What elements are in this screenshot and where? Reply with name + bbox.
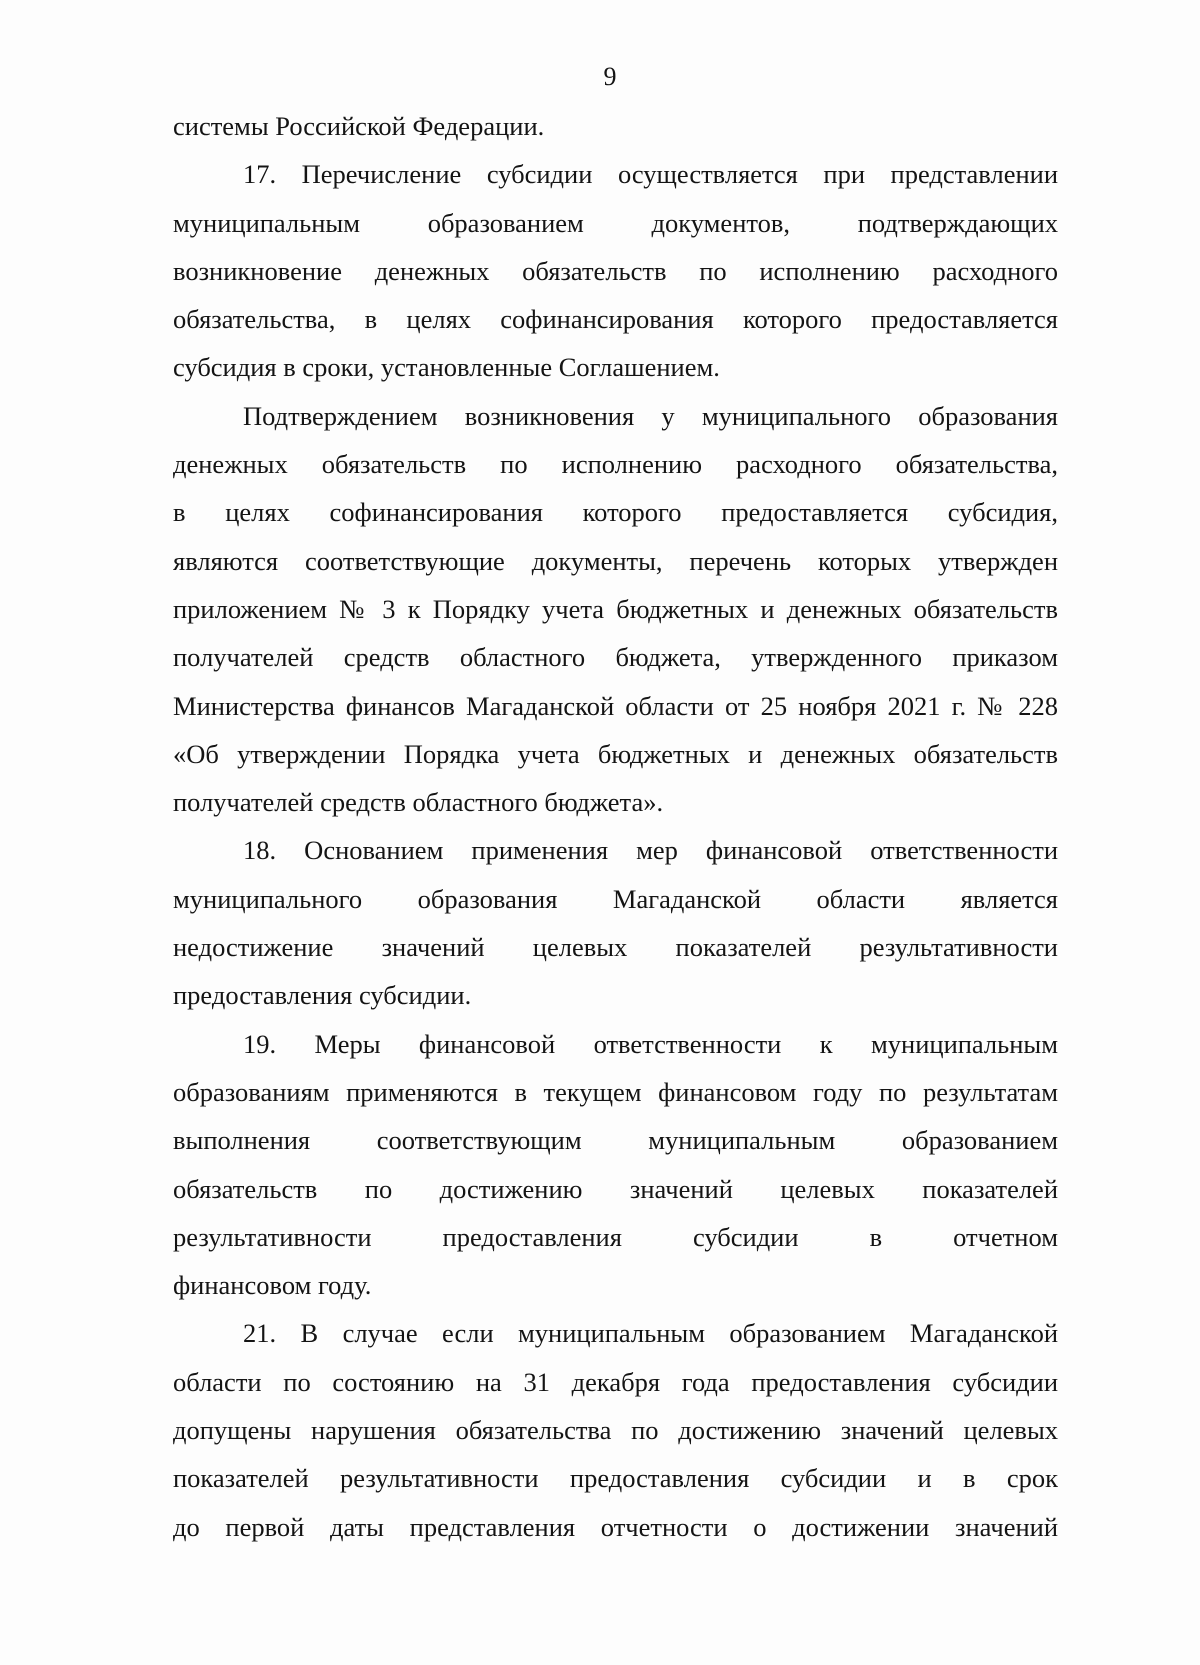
paragraph-confirmation-first-line: Подтверждением возникновения у муниципального образования [243,400,1058,431]
text-line: допущены нарушения обязательства по достижению значений целевых [173,1415,1058,1446]
paragraph-19-first-line: 19. Меры финансовой ответственности к муниципальным [243,1028,1058,1059]
page-number: 9 [603,62,617,91]
text-line: денежных обязательств по исполнению расходного обязательства, [173,449,1058,480]
paragraph-17-first-line: 17. Перечисление субсидии осуществляется при представлении [243,159,1058,190]
text-line: обязательства, в целях софинансирования которого предоставляется [173,304,1058,335]
text-line: «Об утверждении Порядка учета бюджетных и денежных обязательств [173,738,1058,769]
text-line: муниципальным образованием документов, подтверждающих [173,207,1058,238]
text-line: недостижение значений целевых показателей результативности [173,932,1058,963]
text-line: получателей средств областного бюджета, утвержденного приказом [173,642,1058,673]
text-line: области по состоянию на 31 декабря года предоставления субсидии [173,1366,1058,1397]
text-line: системы Российской Федерации. [173,111,545,141]
text-line: Министерства финансов Магаданской области от 25 ноября 2021 г. № 228 [173,690,1058,721]
text-line: муниципального образования Магаданской области является [173,883,1058,914]
text-line: обязательств по достижению значений целевых показателей [173,1173,1058,1204]
text-line: образованиям применяются в текущем финансовом году по результатам [173,1076,1058,1107]
text-line: в целях софинансирования которого предоставляется субсидия, [173,497,1058,528]
text-line: финансовом году. [173,1270,372,1301]
text-line: приложением № 3 к Порядку учета бюджетных и денежных обязательств [173,593,1058,624]
text-line: до первой даты представления отчетности о достижении значений [173,1511,1058,1542]
text-line: предоставления субсидии. [173,980,472,1011]
text-line: возникновение денежных обязательств по исполнению расходного [173,255,1058,286]
text-line: субсидия в сроки, установленные Соглашением. [173,352,720,383]
text-line: являются соответствующие документы, перечень которых утвержден [173,545,1058,576]
text-line: получателей средств областного бюджета». [173,787,664,818]
text-line: результативности предоставления субсидии в отчетном [173,1221,1058,1252]
paragraph-18-first-line: 18. Основанием применения мер финансовой ответственности [243,835,1058,866]
text-line: выполнения соответствующим муниципальным образованием [173,1125,1058,1156]
text-line: показателей результативности предоставления субсидии и в срок [173,1463,1058,1494]
document-body [173,102,1058,1551]
paragraph-21-first-line: 21. В случае если муниципальным образованием Магаданской [243,1318,1058,1349]
